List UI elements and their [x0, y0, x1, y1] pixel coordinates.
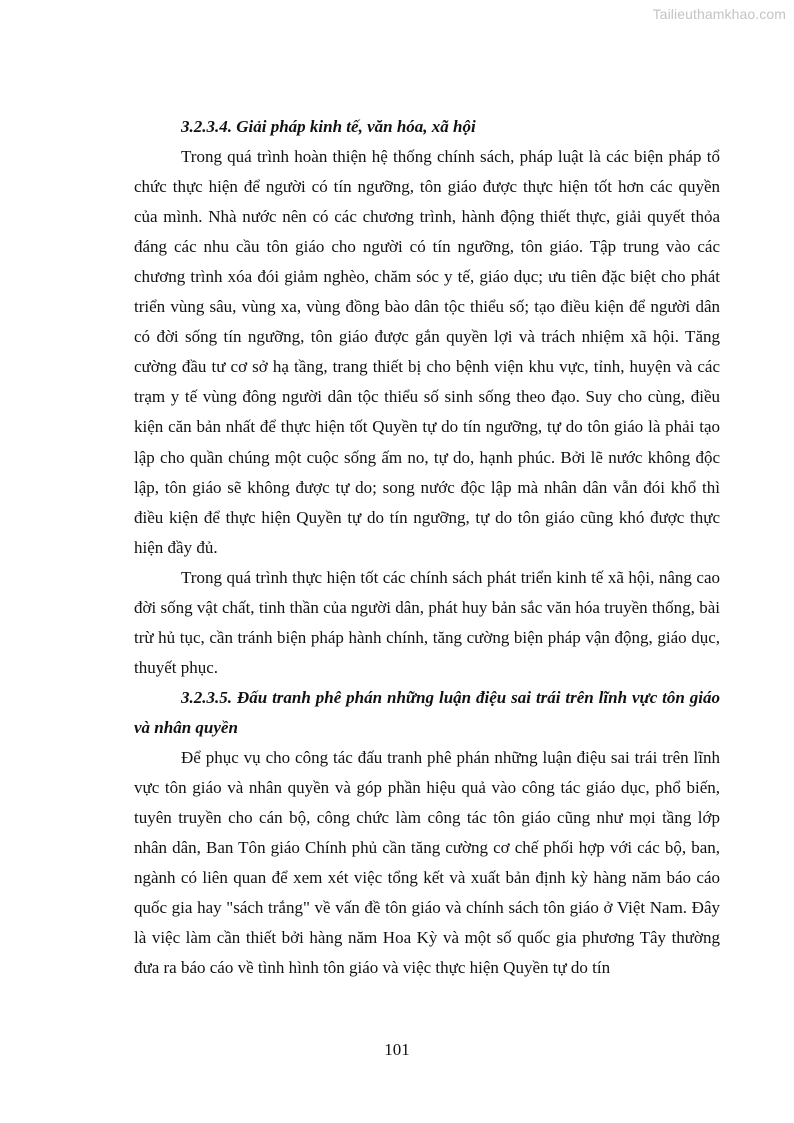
paragraph: Trong quá trình hoàn thiện hệ thống chính sách, pháp luật là các biện pháp tổ chức thực hiện để người có tín ngưỡng, tôn giáo được thực hiện tốt hơn các quyền của mình. Nhà nước nên có các chương trình, hành động thiết thực, giải quyết thỏa đáng các nhu cầu tôn giáo cho người có tín ngưỡng, tôn giáo. Tập trung vào các chương trình xóa đói giảm nghèo, chăm sóc y tế, giáo dục; ưu tiên đặc biệt cho phát triển vùng sâu, vùng xa, vùng đồng bào dân tộc thiểu số; tạo điều kiện để người dân có đời sống tín ngưỡng, tôn giáo được gắn quyền lợi và trách nhiệm xã hội. Tăng cường đầu tư cơ sở hạ tầng, trang thiết bị cho bệnh viện khu vực, tỉnh, huyện và các trạm y tế vùng đông người dân tộc thiểu số sinh sống theo đạo. Suy cho cùng, điều kiện căn bản nhất để thực hiện tốt Quyền tự do tín ngưỡng, tự do tôn giáo là phải tạo lập cho quần chúng một cuộc sống ấm no, tự do, hạnh phúc. Bởi lẽ nước không độc lập, tôn giáo sẽ không được tự do; song nước độc lập mà nhân dân vẫn đói khổ thì điều kiện để thực hiện Quyền tự do tín ngưỡng, tự do tôn giáo cũng khó được thực hiện đầy đủ.: [134, 147, 720, 557]
paragraph: Để phục vụ cho công tác đấu tranh phê phán những luận điệu sai trái trên lĩnh vực tôn giáo và nhân quyền và góp phần hiệu quả vào công tác giáo dục, phổ biến, tuyên truyền cho cán bộ, công chức làm công tác tôn giáo cũng như mọi tầng lớp nhân dân, Ban Tôn giáo Chính phủ cần tăng cường cơ chế phối hợp với các bộ, ban, ngành có liên quan để xem xét việc tổng kết và xuất bản định kỳ hàng năm báo cáo quốc gia hay "sách trắng" về vấn đề tôn giáo và chính sách tôn giáo ở Việt Nam. Đây là việc làm cần thiết bởi hàng năm Hoa Kỳ và một số quốc gia phương Tây thường đưa ra báo cáo về tình hình tôn giáo và việc thực hiện Quyền tự do tín: [134, 747, 720, 978]
page-body: [134, 112, 720, 983]
page-number: 101: [384, 1040, 410, 1059]
watermark: Tailieuthamkhao.com: [652, 6, 786, 22]
section-heading-3-2-3-5: 3.2.3.5. Đấu tranh phê phán những luận điệu sai trái trên lĩnh vực tôn giáo và nhân quyền: [134, 687, 720, 737]
paragraph: Trong quá trình thực hiện tốt các chính sách phát triển kinh tế xã hội, nâng cao đời sống vật chất, tinh thần của người dân, phát huy bản sắc văn hóa truyền thống, bài trừ hủ tục, cần tránh biện pháp hành chính, tăng cường biện pháp vận động, giáo dục, thuyết phục.: [134, 567, 720, 677]
section-heading-3-2-3-4: 3.2.3.4. Giải pháp kinh tế, văn hóa, xã hội: [181, 117, 476, 136]
